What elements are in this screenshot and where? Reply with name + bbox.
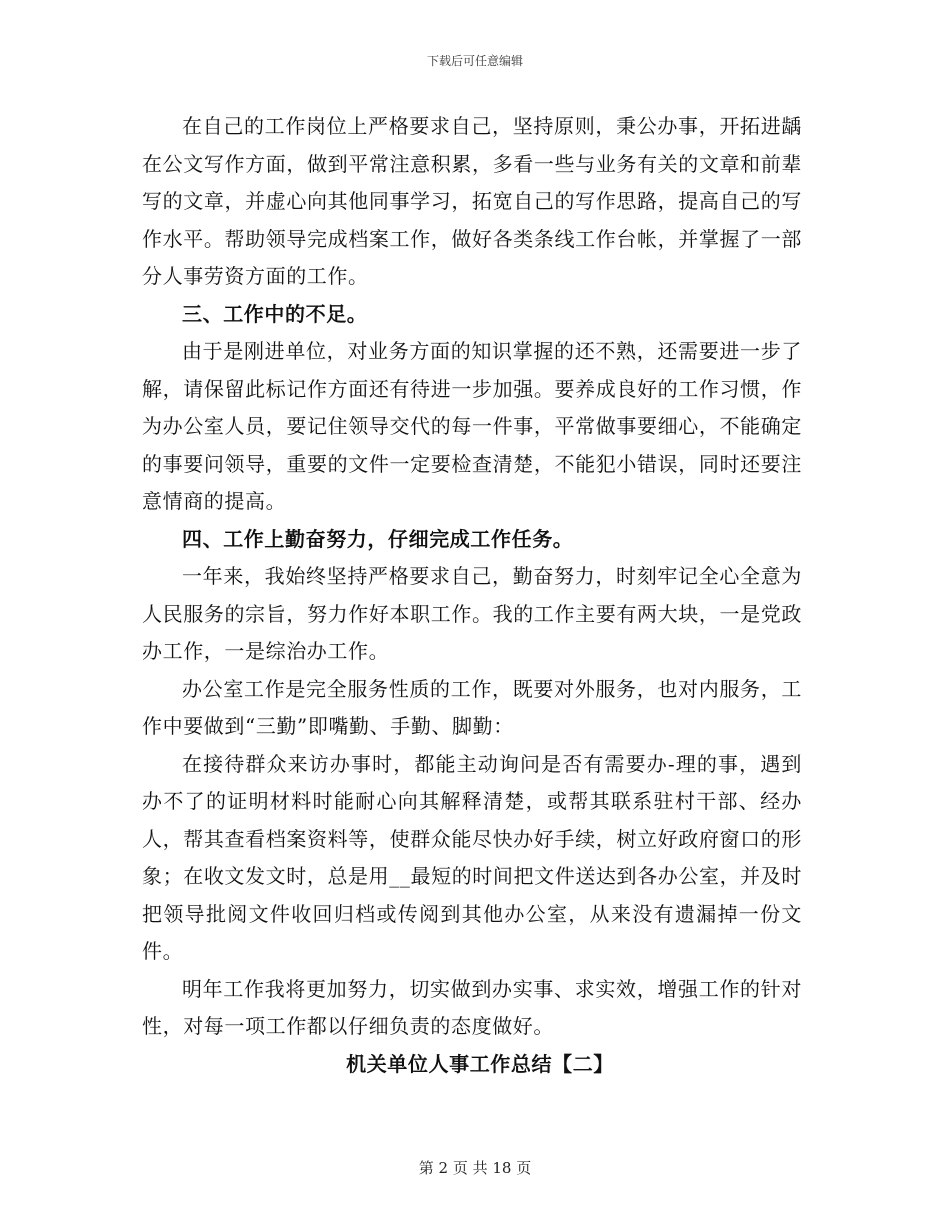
paragraph-next-year: 明年工作我将更加努力，切实做到办实事、求实效，增强工作的针对性，对每一项工作都以仔细负责的态度做好。: [142, 976, 802, 1038]
paragraph-reception: 在接待群众来访办事时，都能主动询问是否有需要办-理的事，遇到办不了的证明材料时能耐心向其解释清楚，或帮其联系驻村干部、经办人，帮其查看档案资料等，使群众能尽快办好手续，树立好政府窗口的形象；在收文发文时，总是用__最短的时间把文件送达到各办公室，并及时把领导批阅文件收回归档或传阅到其他办公室，从来没有遗漏掉一份文件。: [142, 751, 802, 963]
heading-shortcomings: 三、工作中的不足。: [182, 301, 368, 326]
paragraph-year-review: 一年来，我始终坚持严格要求自己，勤奋努力，时刻牢记全心全意为人民服务的宗旨，努力作好本职工作。我的工作主要有两大块，一是党政办工作，一是综治办工作。: [142, 564, 802, 663]
document-body: [142, 108, 802, 1083]
heading-diligence: 四、工作上勤奋努力，仔细完成工作任务。: [182, 526, 574, 551]
paragraph-office-work: 办公室工作是完全服务性质的工作，既要对外服务，也对内服务，工作中要做到“三勤”即嘴勤、手勤、脚勤：: [142, 676, 802, 738]
paragraph-shortcomings: 由于是刚进单位，对业务方面的知识掌握的还不熟，还需要进一步了解，请保留此标记作方面还有待进一步加强。要养成良好的工作习惯，作为办公室人员，要记住领导交代的每一件事，平常做事要细心，不能确定的事要问领导，重要的文件一定要检查清楚，不能犯小错误，同时还要注意情商的提高。: [142, 339, 802, 513]
page-header-note: 下载后可任意编辑: [426, 54, 523, 68]
section-title: 机关单位人事工作总结【二】: [346, 1051, 614, 1076]
page-number: 第 2 页 共 18 页: [418, 1159, 532, 1177]
paragraph-job-conduct: 在自己的工作岗位上严格要求自己，坚持原则，秉公办事，开拓进龋在公文写作方面，做到平常注意积累，多看一些与业务有关的文章和前辈写的文章，并虚心向其他同事学习，拓宽自己的写作思路，提高自己的写作水平。帮助领导完成档案工作，做好各类条线工作台帐，并掌握了一部分人事劳资方面的工作。: [142, 114, 802, 288]
